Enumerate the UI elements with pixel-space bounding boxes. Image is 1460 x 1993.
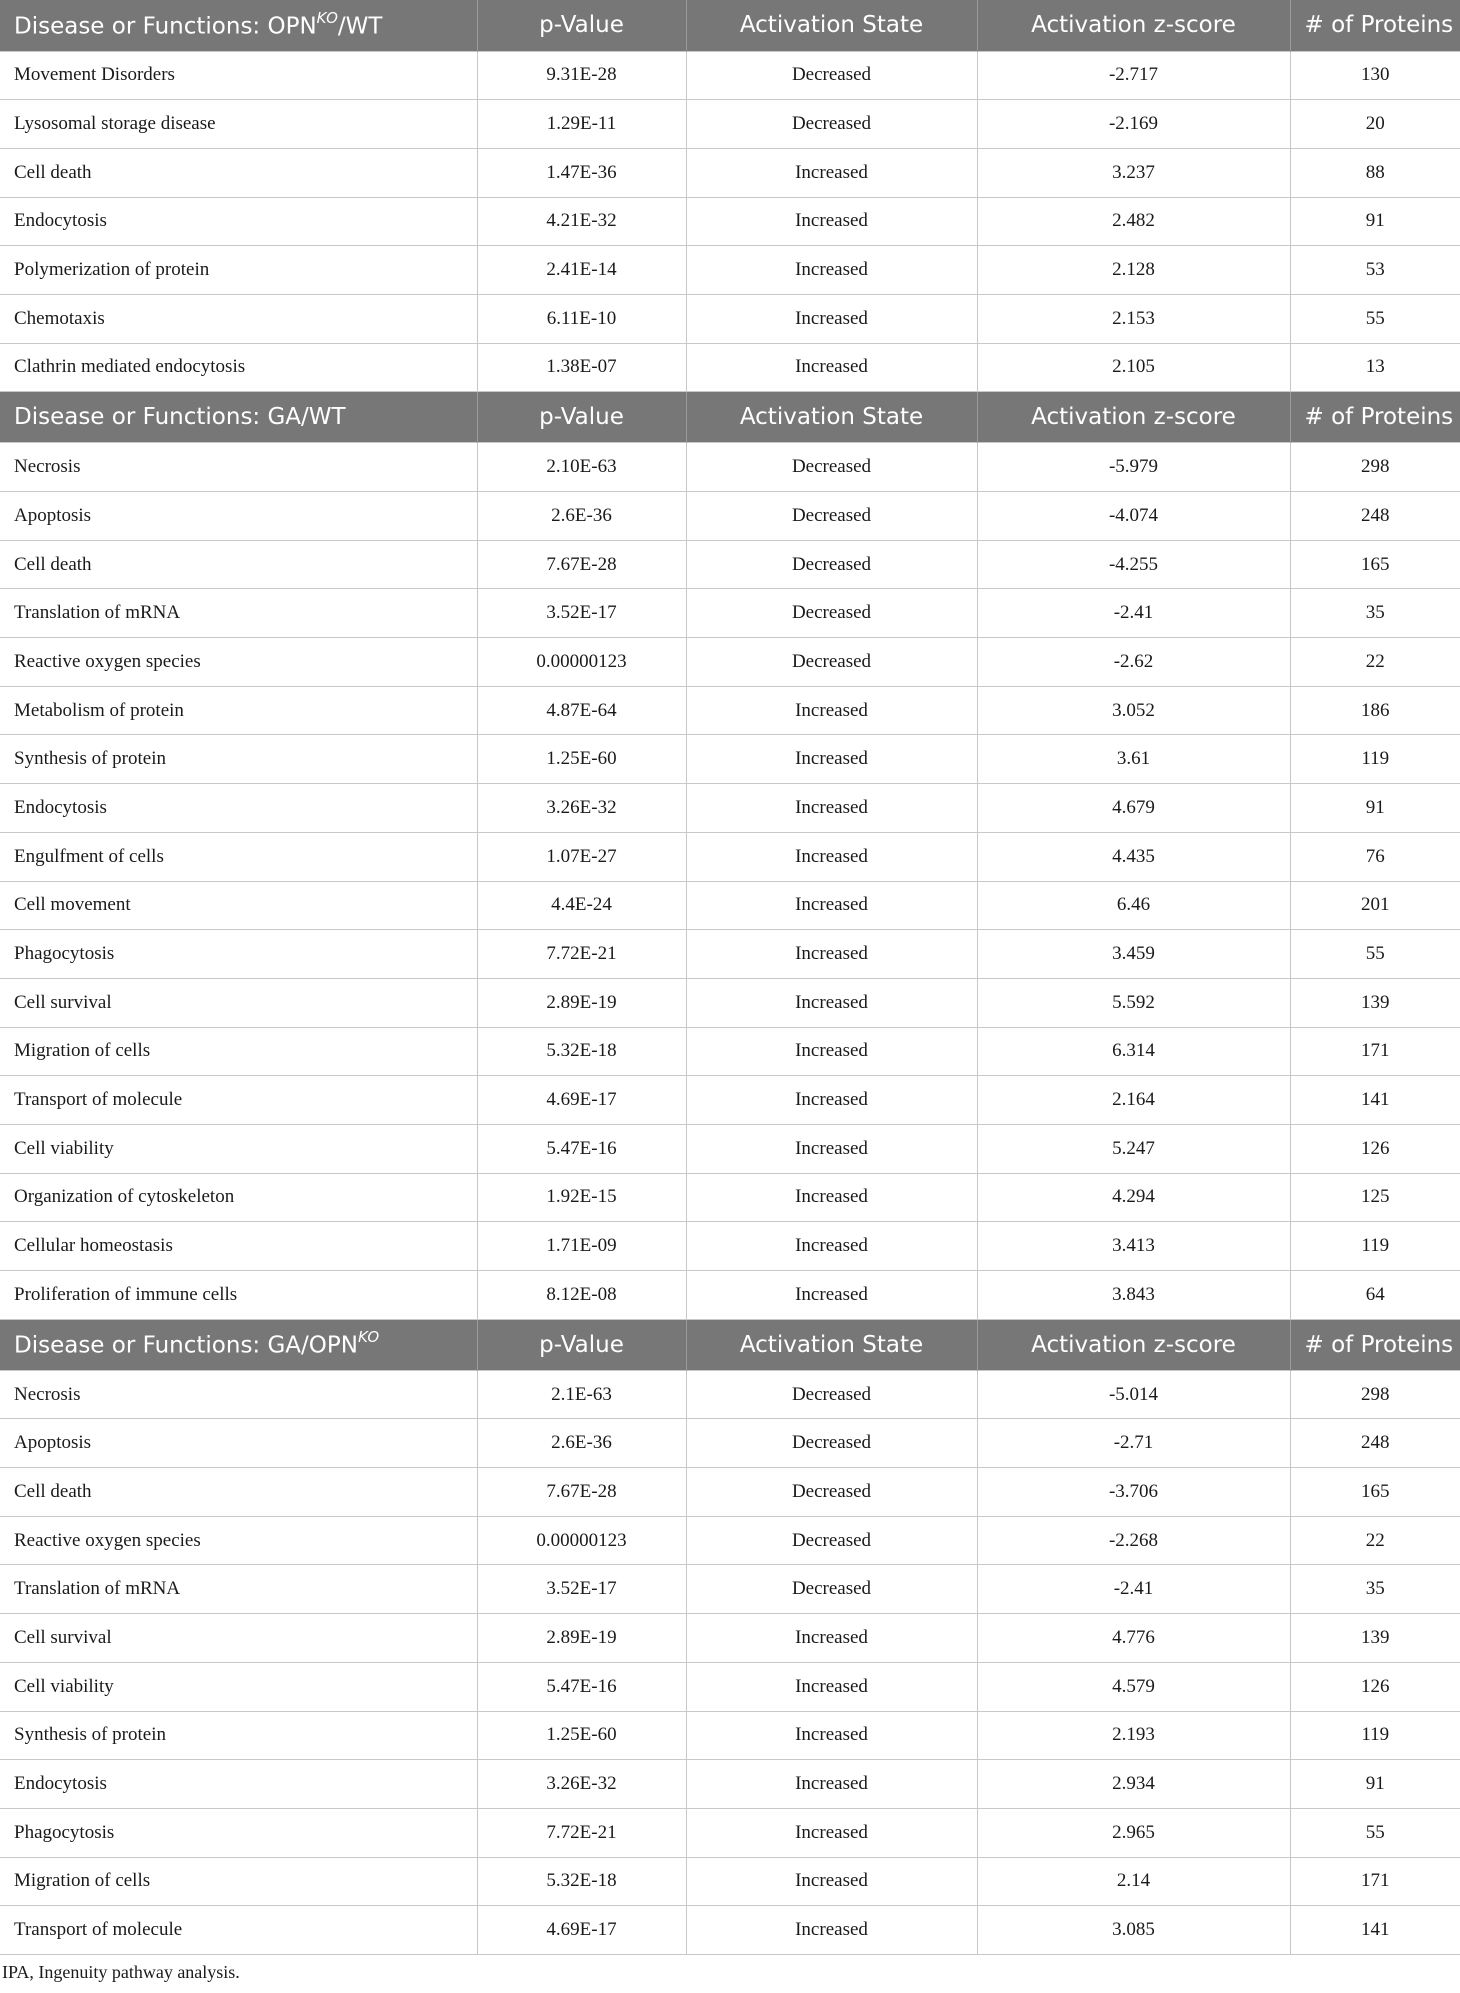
protein-count-header: # of Proteins bbox=[1290, 1319, 1460, 1370]
z-score-cell: 3.413 bbox=[977, 1222, 1290, 1271]
z-score-cell: -4.074 bbox=[977, 492, 1290, 541]
table-row bbox=[0, 784, 1460, 833]
activation-state-cell: Decreased bbox=[686, 1565, 977, 1614]
p-value-cell: 3.52E-17 bbox=[477, 589, 686, 638]
function-name-cell: Cell death bbox=[0, 540, 477, 589]
z-score-cell: 3.085 bbox=[977, 1906, 1290, 1955]
activation-state-header: Activation State bbox=[686, 392, 977, 443]
function-name-cell: Necrosis bbox=[0, 443, 477, 492]
protein-count-cell: 35 bbox=[1290, 1565, 1460, 1614]
activation-state-cell: Increased bbox=[686, 1222, 977, 1271]
table-row bbox=[0, 148, 1460, 197]
activation-state-cell: Increased bbox=[686, 148, 977, 197]
z-score-cell: 2.14 bbox=[977, 1857, 1290, 1906]
protein-count-cell: 139 bbox=[1290, 978, 1460, 1027]
section-header-row bbox=[0, 1319, 1460, 1370]
table-row bbox=[0, 1857, 1460, 1906]
function-name-cell: Cell death bbox=[0, 148, 477, 197]
protein-count-cell: 22 bbox=[1290, 638, 1460, 687]
section-label-prefix: Disease or Functions: GA/WT bbox=[14, 404, 346, 431]
z-score-cell: 3.052 bbox=[977, 686, 1290, 735]
activation-state-cell: Decreased bbox=[686, 1370, 977, 1419]
p-value-cell: 6.11E-10 bbox=[477, 294, 686, 343]
table-row bbox=[0, 638, 1460, 687]
function-name-cell: Necrosis bbox=[0, 1370, 477, 1419]
table-row bbox=[0, 1662, 1460, 1711]
protein-count-cell: 119 bbox=[1290, 735, 1460, 784]
p-value-cell: 2.1E-63 bbox=[477, 1370, 686, 1419]
activation-state-cell: Increased bbox=[686, 1711, 977, 1760]
p-value-cell: 2.6E-36 bbox=[477, 1419, 686, 1468]
protein-count-cell: 130 bbox=[1290, 51, 1460, 100]
function-name-cell: Movement Disorders bbox=[0, 51, 477, 100]
z-score-cell: -2.169 bbox=[977, 100, 1290, 149]
protein-count-cell: 141 bbox=[1290, 1906, 1460, 1955]
protein-count-cell: 55 bbox=[1290, 930, 1460, 979]
z-score-cell: 2.153 bbox=[977, 294, 1290, 343]
activation-state-cell: Increased bbox=[686, 1760, 977, 1809]
z-score-cell: 3.61 bbox=[977, 735, 1290, 784]
activation-state-cell: Decreased bbox=[686, 492, 977, 541]
section-label-header bbox=[0, 392, 477, 443]
p-value-cell: 0.00000123 bbox=[477, 1516, 686, 1565]
function-name-cell: Transport of molecule bbox=[0, 1076, 477, 1125]
p-value-cell: 3.26E-32 bbox=[477, 1760, 686, 1809]
function-name-cell: Apoptosis bbox=[0, 1419, 477, 1468]
activation-state-cell: Decreased bbox=[686, 51, 977, 100]
table-row bbox=[0, 589, 1460, 638]
activation-state-cell: Decreased bbox=[686, 1468, 977, 1517]
z-score-cell: 4.579 bbox=[977, 1662, 1290, 1711]
activation-state-cell: Increased bbox=[686, 1614, 977, 1663]
p-value-cell: 1.38E-07 bbox=[477, 343, 686, 392]
function-name-cell: Synthesis of protein bbox=[0, 735, 477, 784]
protein-count-header: # of Proteins bbox=[1290, 0, 1460, 51]
activation-state-cell: Increased bbox=[686, 343, 977, 392]
z-score-header: Activation z-score bbox=[977, 392, 1290, 443]
protein-count-cell: 125 bbox=[1290, 1173, 1460, 1222]
activation-state-cell: Decreased bbox=[686, 589, 977, 638]
z-score-header: Activation z-score bbox=[977, 0, 1290, 51]
activation-state-cell: Increased bbox=[686, 930, 977, 979]
z-score-cell: -2.717 bbox=[977, 51, 1290, 100]
protein-count-cell: 201 bbox=[1290, 881, 1460, 930]
z-score-cell: -2.71 bbox=[977, 1419, 1290, 1468]
protein-count-cell: 13 bbox=[1290, 343, 1460, 392]
z-score-cell: -2.41 bbox=[977, 589, 1290, 638]
table-row bbox=[0, 51, 1460, 100]
activation-state-cell: Decreased bbox=[686, 443, 977, 492]
function-name-cell: Cell movement bbox=[0, 881, 477, 930]
z-score-cell: -3.706 bbox=[977, 1468, 1290, 1517]
z-score-cell: 6.314 bbox=[977, 1027, 1290, 1076]
function-name-cell: Reactive oxygen species bbox=[0, 638, 477, 687]
z-score-cell: -2.41 bbox=[977, 1565, 1290, 1614]
table-row bbox=[0, 1906, 1460, 1955]
protein-count-cell: 298 bbox=[1290, 443, 1460, 492]
function-name-cell: Organization of cytoskeleton bbox=[0, 1173, 477, 1222]
p-value-cell: 9.31E-28 bbox=[477, 51, 686, 100]
table-row bbox=[0, 832, 1460, 881]
z-score-cell: 2.164 bbox=[977, 1076, 1290, 1125]
table-row bbox=[0, 881, 1460, 930]
table-row bbox=[0, 1468, 1460, 1517]
p-value-cell: 2.10E-63 bbox=[477, 443, 686, 492]
table-row bbox=[0, 246, 1460, 295]
z-score-cell: 4.776 bbox=[977, 1614, 1290, 1663]
protein-count-cell: 64 bbox=[1290, 1271, 1460, 1320]
table-footnote: IPA, Ingenuity pathway analysis. bbox=[2, 1961, 240, 1982]
activation-state-cell: Increased bbox=[686, 1906, 977, 1955]
p-value-cell: 1.92E-15 bbox=[477, 1173, 686, 1222]
activation-state-cell: Decreased bbox=[686, 1516, 977, 1565]
table-row bbox=[0, 1124, 1460, 1173]
p-value-cell: 0.00000123 bbox=[477, 638, 686, 687]
activation-state-cell: Increased bbox=[686, 1173, 977, 1222]
activation-state-cell: Increased bbox=[686, 735, 977, 784]
section-label-suffix: /WT bbox=[337, 13, 383, 40]
protein-count-cell: 141 bbox=[1290, 1076, 1460, 1125]
p-value-cell: 5.32E-18 bbox=[477, 1857, 686, 1906]
p-value-cell: 8.12E-08 bbox=[477, 1271, 686, 1320]
section-label-prefix: Disease or Functions: GA/OPN bbox=[14, 1333, 358, 1360]
protein-count-cell: 119 bbox=[1290, 1711, 1460, 1760]
function-name-cell: Endocytosis bbox=[0, 197, 477, 246]
function-name-cell: Metabolism of protein bbox=[0, 686, 477, 735]
activation-state-cell: Increased bbox=[686, 1662, 977, 1711]
activation-state-cell: Increased bbox=[686, 1124, 977, 1173]
z-score-cell: 4.294 bbox=[977, 1173, 1290, 1222]
table-row bbox=[0, 1370, 1460, 1419]
p-value-header: p-Value bbox=[477, 392, 686, 443]
activation-state-cell: Increased bbox=[686, 1808, 977, 1857]
function-name-cell: Translation of mRNA bbox=[0, 1565, 477, 1614]
z-score-cell: 5.592 bbox=[977, 978, 1290, 1027]
function-name-cell: Engulfment of cells bbox=[0, 832, 477, 881]
function-name-cell: Transport of molecule bbox=[0, 1906, 477, 1955]
activation-state-header: Activation State bbox=[686, 0, 977, 51]
p-value-cell: 7.67E-28 bbox=[477, 1468, 686, 1517]
function-name-cell: Migration of cells bbox=[0, 1857, 477, 1906]
protein-count-cell: 91 bbox=[1290, 1760, 1460, 1809]
table-row bbox=[0, 1565, 1460, 1614]
p-value-cell: 7.72E-21 bbox=[477, 1808, 686, 1857]
z-score-cell: -5.014 bbox=[977, 1370, 1290, 1419]
protein-count-cell: 91 bbox=[1290, 197, 1460, 246]
activation-state-cell: Decreased bbox=[686, 638, 977, 687]
table-row bbox=[0, 686, 1460, 735]
protein-count-cell: 186 bbox=[1290, 686, 1460, 735]
protein-count-cell: 171 bbox=[1290, 1027, 1460, 1076]
activation-state-cell: Increased bbox=[686, 197, 977, 246]
activation-state-cell: Increased bbox=[686, 1271, 977, 1320]
p-value-cell: 5.47E-16 bbox=[477, 1662, 686, 1711]
table-row bbox=[0, 294, 1460, 343]
protein-count-cell: 55 bbox=[1290, 294, 1460, 343]
table-row bbox=[0, 443, 1460, 492]
section-label-superscript: KO bbox=[357, 1328, 380, 1347]
z-score-cell: 5.247 bbox=[977, 1124, 1290, 1173]
function-name-cell: Cellular homeostasis bbox=[0, 1222, 477, 1271]
function-name-cell: Proliferation of immune cells bbox=[0, 1271, 477, 1320]
p-value-cell: 4.87E-64 bbox=[477, 686, 686, 735]
function-name-cell: Cell survival bbox=[0, 1614, 477, 1663]
table-row bbox=[0, 1516, 1460, 1565]
table-row bbox=[0, 100, 1460, 149]
activation-state-cell: Decreased bbox=[686, 540, 977, 589]
p-value-cell: 1.07E-27 bbox=[477, 832, 686, 881]
activation-state-cell: Increased bbox=[686, 686, 977, 735]
function-name-cell: Clathrin mediated endocytosis bbox=[0, 343, 477, 392]
activation-state-cell: Increased bbox=[686, 1027, 977, 1076]
z-score-cell: -4.255 bbox=[977, 540, 1290, 589]
z-score-cell: 2.128 bbox=[977, 246, 1290, 295]
section-label-prefix: Disease or Functions: OPN bbox=[14, 13, 317, 40]
table-row bbox=[0, 1614, 1460, 1663]
activation-state-cell: Increased bbox=[686, 881, 977, 930]
section-label-header bbox=[0, 0, 477, 51]
p-value-cell: 7.67E-28 bbox=[477, 540, 686, 589]
protein-count-cell: 20 bbox=[1290, 100, 1460, 149]
protein-count-cell: 91 bbox=[1290, 784, 1460, 833]
table-row bbox=[0, 492, 1460, 541]
table-row bbox=[0, 1271, 1460, 1320]
activation-state-header: Activation State bbox=[686, 1319, 977, 1370]
function-name-cell: Apoptosis bbox=[0, 492, 477, 541]
function-name-cell: Phagocytosis bbox=[0, 930, 477, 979]
z-score-cell: 3.843 bbox=[977, 1271, 1290, 1320]
z-score-cell: 6.46 bbox=[977, 881, 1290, 930]
p-value-cell: 4.4E-24 bbox=[477, 881, 686, 930]
z-score-cell: 3.459 bbox=[977, 930, 1290, 979]
protein-count-cell: 171 bbox=[1290, 1857, 1460, 1906]
p-value-cell: 5.47E-16 bbox=[477, 1124, 686, 1173]
protein-count-header: # of Proteins bbox=[1290, 392, 1460, 443]
p-value-cell: 3.26E-32 bbox=[477, 784, 686, 833]
protein-count-cell: 165 bbox=[1290, 540, 1460, 589]
function-name-cell: Cell viability bbox=[0, 1662, 477, 1711]
table-row bbox=[0, 1808, 1460, 1857]
p-value-header: p-Value bbox=[477, 1319, 686, 1370]
function-name-cell: Reactive oxygen species bbox=[0, 1516, 477, 1565]
function-name-cell: Endocytosis bbox=[0, 1760, 477, 1809]
p-value-cell: 4.21E-32 bbox=[477, 197, 686, 246]
section-header-row bbox=[0, 392, 1460, 443]
z-score-cell: 4.679 bbox=[977, 784, 1290, 833]
protein-count-cell: 126 bbox=[1290, 1662, 1460, 1711]
table-row bbox=[0, 1419, 1460, 1468]
p-value-cell: 2.89E-19 bbox=[477, 1614, 686, 1663]
protein-count-cell: 53 bbox=[1290, 246, 1460, 295]
p-value-cell: 4.69E-17 bbox=[477, 1076, 686, 1125]
table-row bbox=[0, 1760, 1460, 1809]
p-value-cell: 1.71E-09 bbox=[477, 1222, 686, 1271]
protein-count-cell: 119 bbox=[1290, 1222, 1460, 1271]
p-value-header: p-Value bbox=[477, 0, 686, 51]
section-label-superscript: KO bbox=[316, 8, 338, 27]
activation-state-cell: Increased bbox=[686, 832, 977, 881]
function-name-cell: Polymerization of protein bbox=[0, 246, 477, 295]
protein-count-cell: 55 bbox=[1290, 1808, 1460, 1857]
z-score-cell: -5.979 bbox=[977, 443, 1290, 492]
z-score-cell: 2.193 bbox=[977, 1711, 1290, 1760]
p-value-cell: 7.72E-21 bbox=[477, 930, 686, 979]
function-name-cell: Translation of mRNA bbox=[0, 589, 477, 638]
z-score-cell: 2.105 bbox=[977, 343, 1290, 392]
activation-state-cell: Increased bbox=[686, 246, 977, 295]
protein-count-cell: 126 bbox=[1290, 1124, 1460, 1173]
z-score-cell: 2.482 bbox=[977, 197, 1290, 246]
table-row bbox=[0, 1173, 1460, 1222]
p-value-cell: 1.47E-36 bbox=[477, 148, 686, 197]
protein-count-cell: 88 bbox=[1290, 148, 1460, 197]
activation-state-cell: Decreased bbox=[686, 1419, 977, 1468]
function-name-cell: Endocytosis bbox=[0, 784, 477, 833]
z-score-cell: 4.435 bbox=[977, 832, 1290, 881]
table-row bbox=[0, 1711, 1460, 1760]
protein-count-cell: 165 bbox=[1290, 1468, 1460, 1517]
activation-state-cell: Increased bbox=[686, 784, 977, 833]
z-score-cell: 2.965 bbox=[977, 1808, 1290, 1857]
table-row bbox=[0, 1222, 1460, 1271]
protein-count-cell: 139 bbox=[1290, 1614, 1460, 1663]
function-name-cell: Phagocytosis bbox=[0, 1808, 477, 1857]
table-row bbox=[0, 930, 1460, 979]
p-value-cell: 1.25E-60 bbox=[477, 735, 686, 784]
p-value-cell: 3.52E-17 bbox=[477, 1565, 686, 1614]
p-value-cell: 4.69E-17 bbox=[477, 1906, 686, 1955]
p-value-cell: 1.29E-11 bbox=[477, 100, 686, 149]
function-name-cell: Cell survival bbox=[0, 978, 477, 1027]
protein-count-cell: 298 bbox=[1290, 1370, 1460, 1419]
p-value-cell: 1.25E-60 bbox=[477, 1711, 686, 1760]
z-score-cell: -2.62 bbox=[977, 638, 1290, 687]
function-name-cell: Chemotaxis bbox=[0, 294, 477, 343]
protein-count-cell: 35 bbox=[1290, 589, 1460, 638]
p-value-cell: 5.32E-18 bbox=[477, 1027, 686, 1076]
table-row bbox=[0, 1076, 1460, 1125]
table-row bbox=[0, 978, 1460, 1027]
protein-count-cell: 248 bbox=[1290, 492, 1460, 541]
protein-count-cell: 76 bbox=[1290, 832, 1460, 881]
table-row bbox=[0, 540, 1460, 589]
protein-count-cell: 248 bbox=[1290, 1419, 1460, 1468]
protein-count-cell: 22 bbox=[1290, 1516, 1460, 1565]
function-name-cell: Synthesis of protein bbox=[0, 1711, 477, 1760]
section-header-row bbox=[0, 0, 1460, 51]
activation-state-cell: Increased bbox=[686, 1857, 977, 1906]
function-name-cell: Cell viability bbox=[0, 1124, 477, 1173]
function-name-cell: Cell death bbox=[0, 1468, 477, 1517]
z-score-cell: 2.934 bbox=[977, 1760, 1290, 1809]
function-name-cell: Lysosomal storage disease bbox=[0, 100, 477, 149]
z-score-header: Activation z-score bbox=[977, 1319, 1290, 1370]
activation-state-cell: Increased bbox=[686, 1076, 977, 1125]
section-label-header bbox=[0, 1319, 477, 1370]
z-score-cell: 3.237 bbox=[977, 148, 1290, 197]
activation-state-cell: Increased bbox=[686, 294, 977, 343]
table-row bbox=[0, 343, 1460, 392]
z-score-cell: -2.268 bbox=[977, 1516, 1290, 1565]
p-value-cell: 2.89E-19 bbox=[477, 978, 686, 1027]
table-row bbox=[0, 1027, 1460, 1076]
table-row bbox=[0, 735, 1460, 784]
p-value-cell: 2.6E-36 bbox=[477, 492, 686, 541]
activation-state-cell: Decreased bbox=[686, 100, 977, 149]
activation-state-cell: Increased bbox=[686, 978, 977, 1027]
table-row bbox=[0, 197, 1460, 246]
function-name-cell: Migration of cells bbox=[0, 1027, 477, 1076]
p-value-cell: 2.41E-14 bbox=[477, 246, 686, 295]
